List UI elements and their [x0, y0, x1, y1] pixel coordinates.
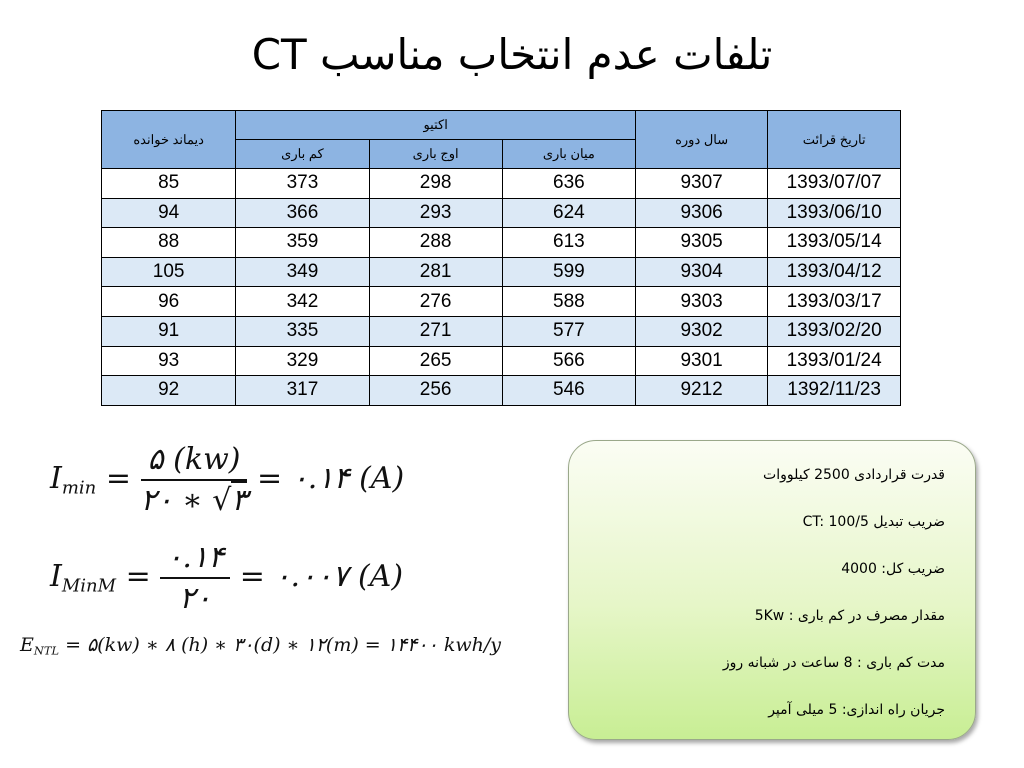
table-row	[102, 228, 901, 258]
formula-expression: = ۵(kw) ∗ ۸ (h) ∗ ۳۰(d) ∗ ۱۲(m) = ۱۴۴۰۰ kwh/y	[65, 634, 501, 656]
table-row	[102, 198, 901, 228]
formula-var: E	[20, 634, 34, 656]
cell-low: 349	[236, 257, 369, 287]
cell-low: 373	[236, 169, 369, 199]
cell-mid: 636	[502, 169, 635, 199]
cell-low: 366	[236, 198, 369, 228]
fraction-numerator: ۰.۱۴	[160, 540, 230, 579]
cell-peak: 271	[369, 316, 502, 346]
cell-peak: 265	[369, 346, 502, 376]
cell-low: 342	[236, 287, 369, 317]
cell-period: 9304	[635, 257, 767, 287]
cell-demand: 91	[102, 316, 236, 346]
header-demand: دیماند خوانده	[102, 111, 236, 169]
cell-mid: 588	[502, 287, 635, 317]
formula-fraction	[160, 540, 230, 616]
table-row	[102, 287, 901, 317]
table-row	[102, 169, 901, 199]
cell-period: 9306	[635, 198, 767, 228]
formula-result: = ۰.۱۴ (A)	[257, 461, 405, 496]
header-period: سال دوره	[635, 111, 767, 169]
slide-title: تلفات عدم انتخاب مناسب CT	[251, 30, 773, 79]
cell-low: 359	[236, 228, 369, 258]
cell-date: 1392/11/23	[768, 376, 901, 406]
meter-reading-table	[101, 110, 901, 406]
cell-demand: 88	[102, 228, 236, 258]
formula-subscript: MinM	[61, 575, 117, 597]
info-low-load-consumption: مقدار مصرف در کم باری : 5Kw	[754, 608, 945, 624]
cell-mid: 599	[502, 257, 635, 287]
formula-subscript: min	[61, 477, 97, 499]
info-ct-ratio: ضریب تبدیل CT: 100/5	[802, 514, 945, 530]
sqrt-icon: √	[212, 483, 232, 518]
cell-demand: 92	[102, 376, 236, 406]
cell-mid: 613	[502, 228, 635, 258]
cell-date: 1393/05/14	[768, 228, 901, 258]
cell-date: 1393/04/12	[768, 257, 901, 287]
header-mid-load: میان باری	[502, 140, 635, 169]
table-row	[102, 376, 901, 406]
formula-var: I	[50, 461, 62, 496]
cell-demand: 93	[102, 346, 236, 376]
cell-date: 1393/02/20	[768, 316, 901, 346]
header-peak-load: اوج باری	[369, 140, 502, 169]
header-active: اکتیو	[236, 111, 636, 140]
cell-peak: 293	[369, 198, 502, 228]
fraction-denominator: ۲۰	[179, 581, 212, 616]
header-reading-date: تاریخ قرائت	[768, 111, 901, 169]
formula-e-ntl	[20, 634, 501, 657]
cell-peak: 281	[369, 257, 502, 287]
table-row	[102, 316, 901, 346]
formula-result: = ۰.۰۰۷ (A)	[239, 559, 404, 594]
cell-peak: 256	[369, 376, 502, 406]
cell-period: 9302	[635, 316, 767, 346]
info-total-factor: ضریب کل: 4000	[841, 561, 945, 577]
cell-period: 9301	[635, 346, 767, 376]
cell-date: 1393/01/24	[768, 346, 901, 376]
cell-demand: 85	[102, 169, 236, 199]
cell-mid: 566	[502, 346, 635, 376]
info-low-load-duration: مدت کم باری : 8 ساعت در شبانه روز	[722, 655, 945, 671]
fraction-denominator	[141, 481, 248, 518]
cell-low: 335	[236, 316, 369, 346]
table-row	[102, 346, 901, 376]
fraction-numerator: ۵ (kw)	[141, 442, 248, 481]
cell-date: 1393/06/10	[768, 198, 901, 228]
cell-period: 9305	[635, 228, 767, 258]
cell-peak: 288	[369, 228, 502, 258]
cell-period: 9303	[635, 287, 767, 317]
formula-var: I	[50, 559, 62, 594]
cell-demand: 94	[102, 198, 236, 228]
cell-demand: 96	[102, 287, 236, 317]
cell-peak: 298	[369, 169, 502, 199]
formula-i-minm: $I_{MinM}$ = $\frac{۰.۱۴}{۲۰}$ = ۰.۰۰۷ (A)	[50, 540, 404, 616]
cell-low: 317	[236, 376, 369, 406]
formula-subscript: NTL	[33, 643, 60, 658]
info-box	[568, 440, 976, 740]
table-row	[102, 257, 901, 287]
cell-mid: 546	[502, 376, 635, 406]
info-contract-power: قدرت قراردادی 2500 کیلووات	[763, 467, 945, 483]
cell-demand: 105	[102, 257, 236, 287]
cell-mid: 577	[502, 316, 635, 346]
header-low-load: کم باری	[236, 140, 369, 169]
info-startup-current: جریان راه اندازی: 5 میلی آمپر	[768, 702, 945, 718]
cell-date: 1393/03/17	[768, 287, 901, 317]
formula-i-min: $I_{min}$ = $\frac{۵ (kw)}{۲۰ ∗ √۳}$ = ۰.۱۴ (A)	[50, 442, 405, 518]
formula-fraction	[141, 442, 248, 518]
denominator-left: ۲۰ ∗	[140, 483, 213, 518]
sqrt-radicand: ۳	[231, 483, 248, 518]
cell-mid: 624	[502, 198, 635, 228]
cell-period: 9307	[635, 169, 767, 199]
cell-date: 1393/07/07	[768, 169, 901, 199]
cell-period: 9212	[635, 376, 767, 406]
cell-peak: 276	[369, 287, 502, 317]
cell-low: 329	[236, 346, 369, 376]
